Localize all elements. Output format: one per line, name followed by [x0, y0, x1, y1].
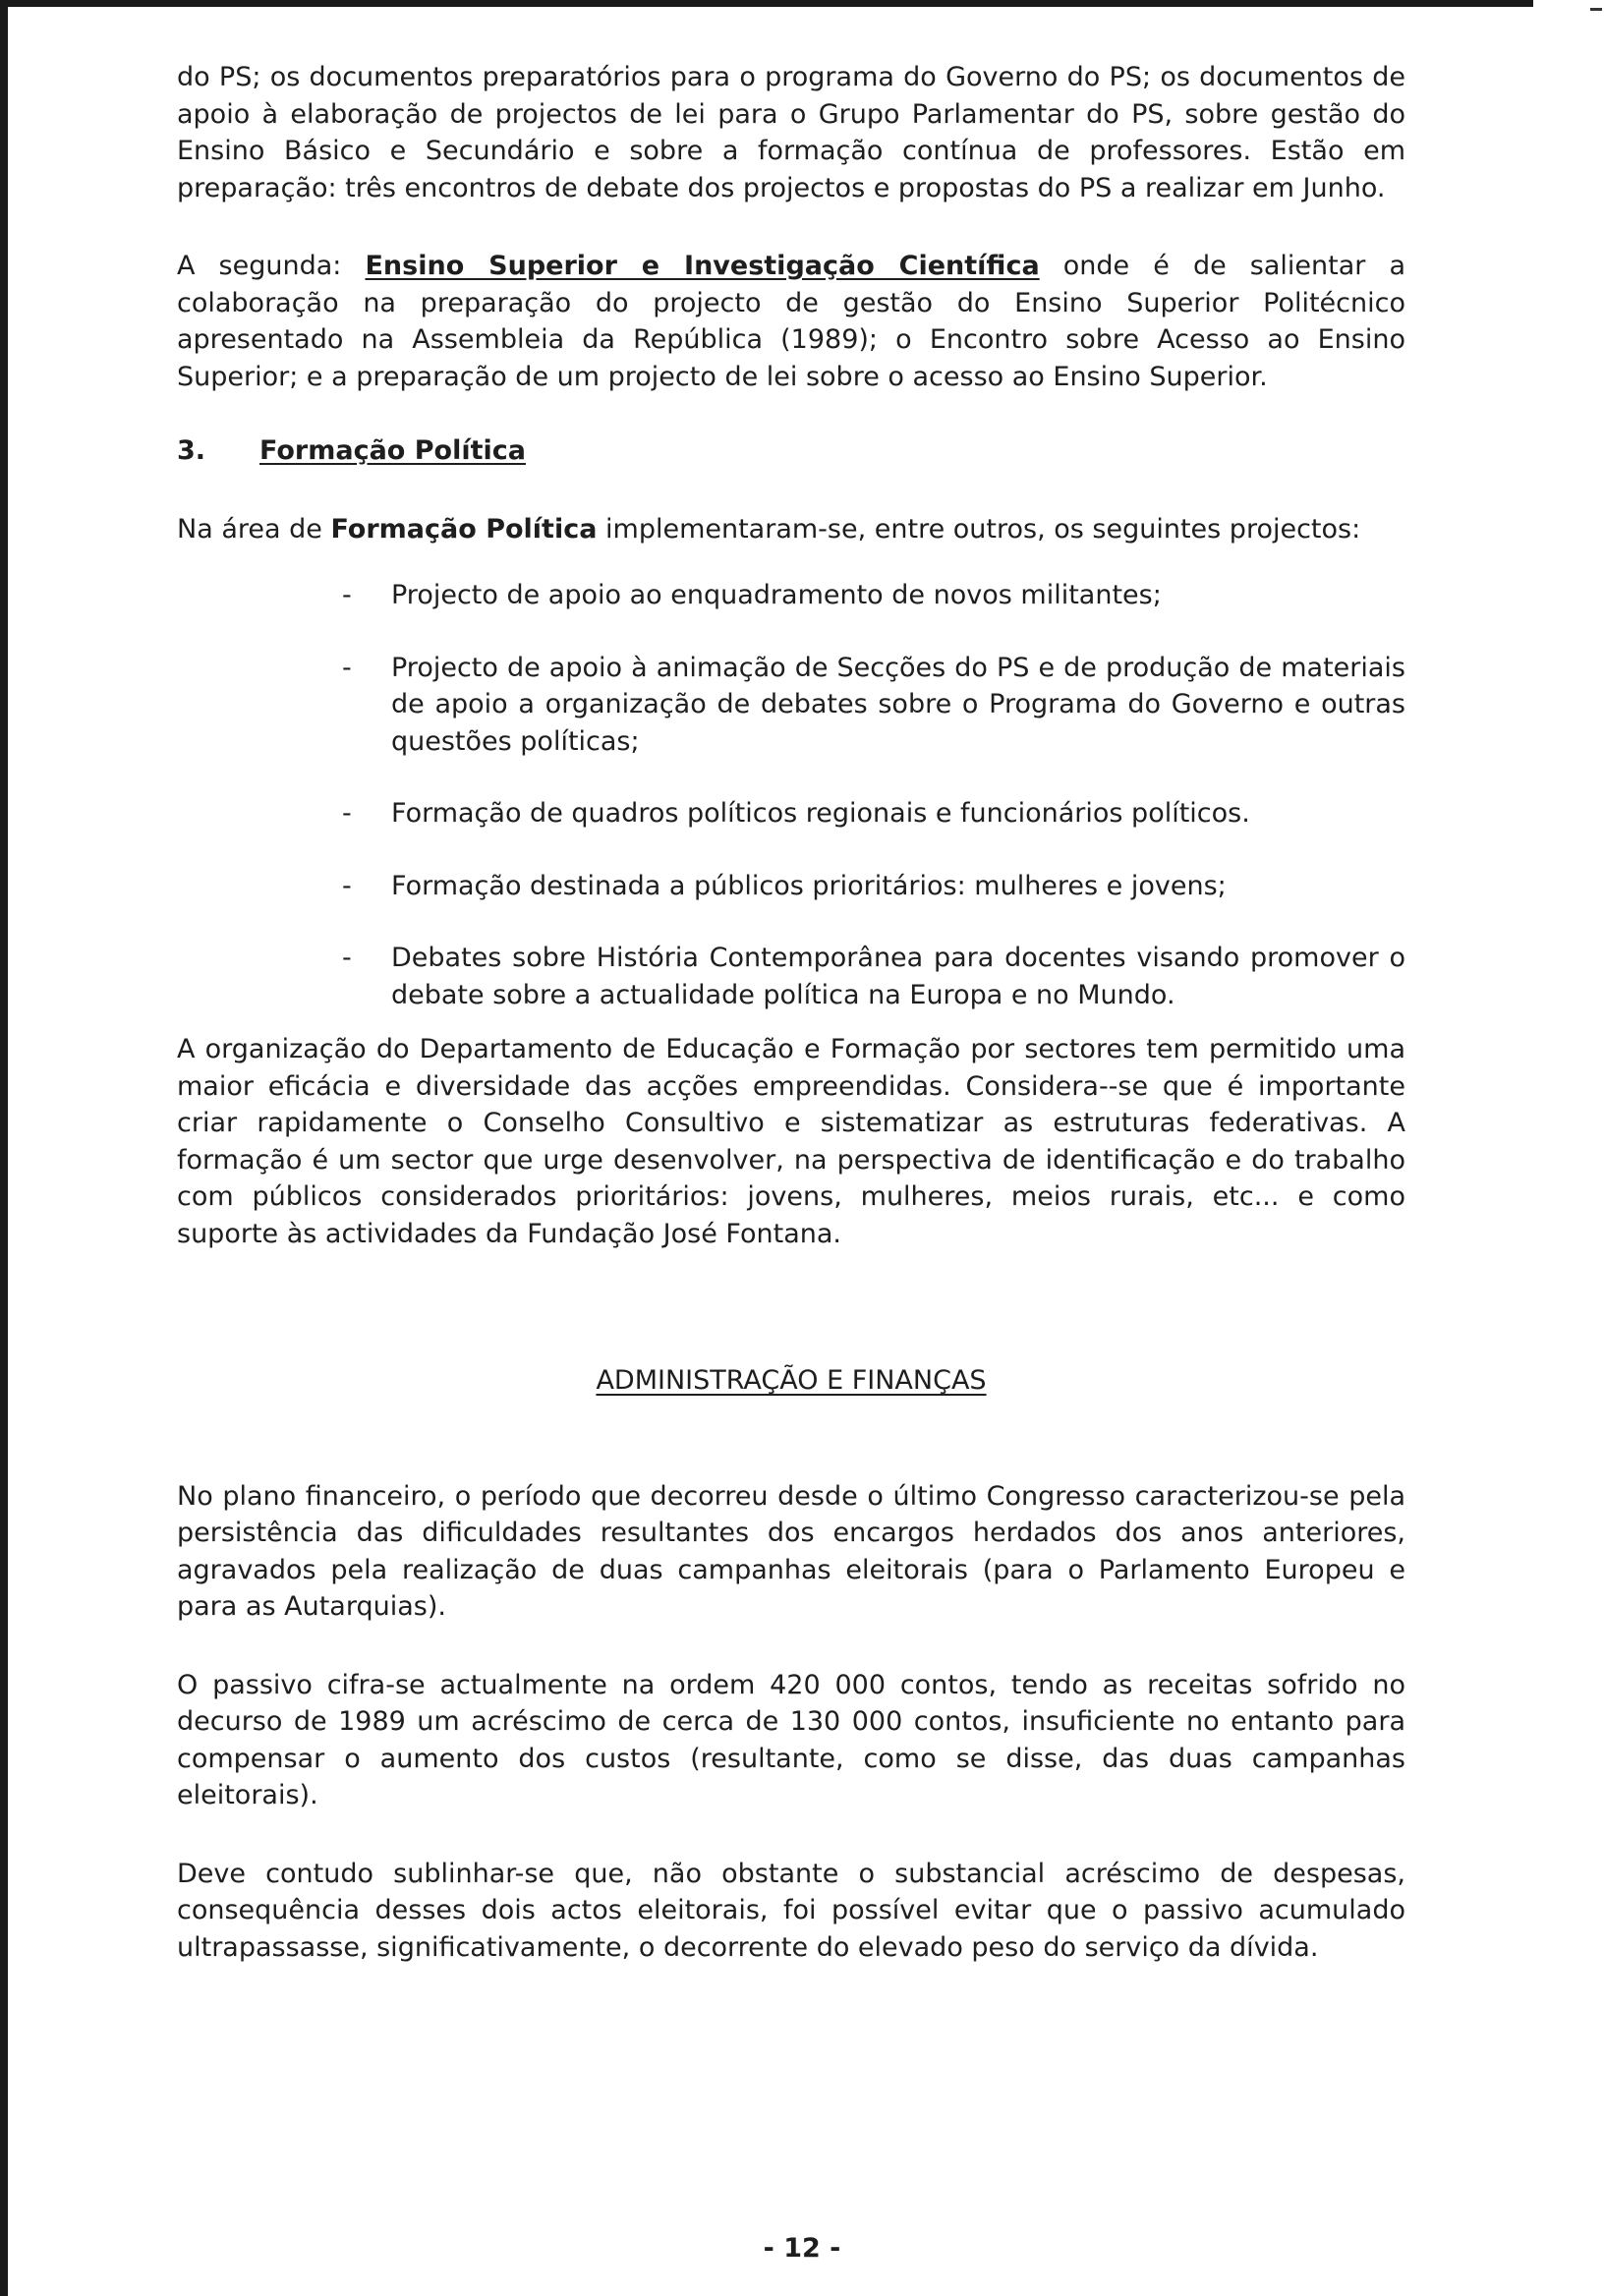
scan-top-border — [0, 0, 1533, 7]
section-admin-financas-title: ADMINISTRAÇÃO E FINANÇAS — [596, 1365, 987, 1396]
paragraph-deve: Deve contudo sublinhar-se que, não obstante o substancial acréscimo de despesas, consequência desses dois actos eleitorais, foi possível evitar que o passivo acumulado ultrapassasse, significativamente, o decorrente do elevado peso do serviço da dívida. — [177, 1858, 1405, 1963]
paragraph-formacao-body: implementaram-se, entre outros, os seguintes projectos: — [597, 513, 1361, 545]
scan-corner-mark — [1590, 8, 1602, 11]
section-3-title: Formação Política — [259, 435, 526, 466]
section-3-heading — [177, 432, 1405, 470]
list-item: - Formação destinada a públicos prioritários: mulheres e jovens; — [342, 868, 1405, 905]
ensino-superior-heading-inline: Ensino Superior e Investigação Científica — [365, 251, 1040, 281]
paragraph-passivo: O passivo cifra-se actualmente na ordem 420 000 contos, tendo as receitas sofrido no decurso de 1989 um acréscimo de cerca de 130 000 contos, insuficiente no entanto para compensar o aumento dos custos (resultante, como se disse, das duas campanhas eleitorais). — [177, 1669, 1405, 1810]
paragraph-ensino-superior — [177, 248, 1405, 395]
formacao-politica-inline: Formação Política — [330, 513, 598, 545]
list-item: - Debates sobre História Contemporânea para docentes visando promover o debate sobre a actualidade política na Europa e no Mundo. — [342, 940, 1405, 1013]
list-item: - Projecto de apoio à animação de Secções do PS e de produção de materiais de apoio a organização de debates sobre o Programa do Governo e outras questões políticas; — [342, 650, 1405, 761]
paragraph-plano-financeiro: No plano financeiro, o período que decorreu desde o último Congresso caracterizou-se pela persistência das dificuldades resultantes dos encargos herdados dos anos anteriores, agravados pela realização de duas campanhas eleitorais (para o Parlamento Europeu e para as Autarquias). — [177, 1480, 1405, 1622]
section-3-number: 3. — [177, 435, 206, 466]
paragraph-formacao-politica — [177, 511, 1405, 548]
paragraph-continuation: do PS; os documentos preparatórios para o programa do Governo do PS; os documentos de apoio à elaboração de projectos de lei para o Grupo Parlamentar do PS, sobre gestão do Ensino Básico e Secundário e sobre a formação contínua de professores. Estão em preparação: três encontros de debate dos projectos e propostas do PS a realizar em Junho. — [177, 62, 1405, 203]
projects-list — [177, 577, 1405, 1013]
scan-left-border — [0, 0, 8, 2296]
paragraph-ensino-superior-lead: A segunda: — [177, 251, 366, 281]
list-item: - Projecto de apoio ao enquadramento de novos militantes; — [342, 577, 1405, 614]
paragraph-ensino-superior-body: onde é de salientar a colaboração na preparação do projecto de gestão do Ensino Superior Politécnico apresentado na Assembleia da República (1989); o Encontro sobre Acesso ao Ensino Superior; e a preparação de um projecto de lei sobre o acesso ao Ensino Superior. — [177, 251, 1405, 392]
page-number: - 12 - — [763, 2233, 841, 2264]
paragraph-organizacao: A organização do Departamento de Educação e Formação por sectores tem permitido uma maior eficácia e diversidade das acções empreendidas. Considera--se que é importante criar rapidamente o Conselho Consultivo e sistematizar as estruturas federativas. A formação é um sector que urge desenvolver, na perspectiva de identificação e do trabalho com públicos considerados prioritários: jovens, mulheres, meios rurais, etc... e como suporte às actividades da Fundação José Fontana. — [177, 1034, 1405, 1249]
page-content — [177, 59, 1405, 1966]
paragraph-formacao-lead: Na área de — [177, 513, 331, 545]
list-item: - Formação de quadros políticos regionais e funcionários políticos. — [342, 795, 1405, 832]
section-admin-financas-heading — [177, 1362, 1405, 1400]
